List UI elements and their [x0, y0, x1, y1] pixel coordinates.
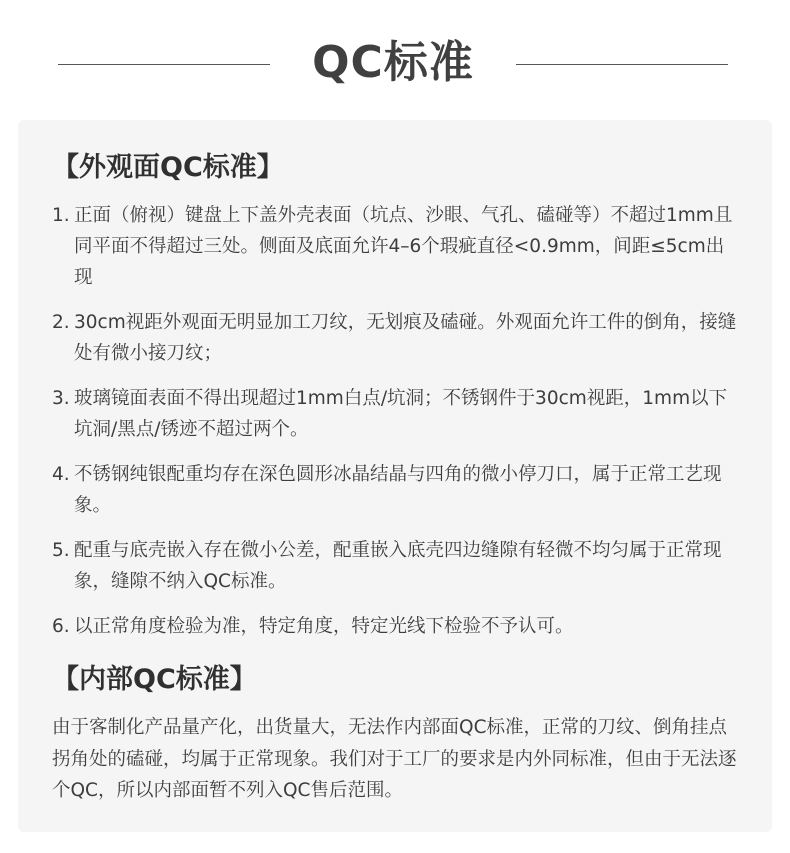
list-item-text: 不锈钢纯银配重均存在深色圆形冰晶结晶与四角的微小停刀口，属于正常工艺现象。 [74, 464, 722, 516]
list-item [52, 307, 742, 369]
list-item-text: 30cm视距外观面无明显加工刀纹，无划痕及磕碰。外观面允许工件的倒角，接缝处有微小接刀纹； [74, 312, 737, 364]
qc-standards-card [18, 120, 772, 832]
list-item [52, 459, 742, 521]
header-divider-left [58, 64, 270, 65]
list-item [52, 383, 742, 445]
interior-section-heading: 【内部QC标准】 [52, 664, 257, 695]
interior-section-text: 由于客制化产品量产化，出货量大，无法作内部面QC标准，正常的刀纹、倒角挂点拐角处的磕碰，均属于正常现象。我们对于工厂的要求是内外同标准，但由于无法逐个QC，所以内部面暂不列入QC售后范围。 [52, 717, 737, 801]
list-item-number: 3. [52, 388, 70, 409]
exterior-rules-list [52, 200, 742, 642]
list-item [52, 535, 742, 597]
list-item-number: 5. [52, 540, 70, 561]
list-item-number: 2. [52, 312, 70, 333]
page-header [0, 28, 790, 98]
list-item-number: 4. [52, 464, 70, 485]
list-item-text: 配重与底壳嵌入存在微小公差，配重嵌入底壳四边缝隙有轻微不均匀属于正常现象，缝隙不纳入QC标准。 [74, 540, 722, 592]
list-item-number: 1. [52, 205, 70, 226]
page-title: QC标准 [312, 37, 474, 88]
list-item-text: 玻璃镜面表面不得出现超过1mm白点/坑洞；不锈钢件于30cm视距，1mm以下坑洞/黑点/锈迹不超过两个。 [74, 388, 728, 440]
list-item-number: 6. [52, 616, 70, 637]
list-item-text: 以正常角度检验为准，特定角度，特定光线下检验不予认可。 [74, 616, 574, 637]
list-item [52, 611, 742, 642]
list-item [52, 200, 742, 293]
list-item-text: 正面（俯视）键盘上下盖外壳表面（坑点、沙眼、气孔、磕碰等）不超过1mm且同平面不得超过三处。侧面及底面允许4–6个瑕疵直径<0.9mm，间距≤5cm出现 [74, 205, 733, 288]
exterior-section-heading: 【外观面QC标准】 [52, 152, 284, 183]
header-divider-right [516, 64, 728, 65]
